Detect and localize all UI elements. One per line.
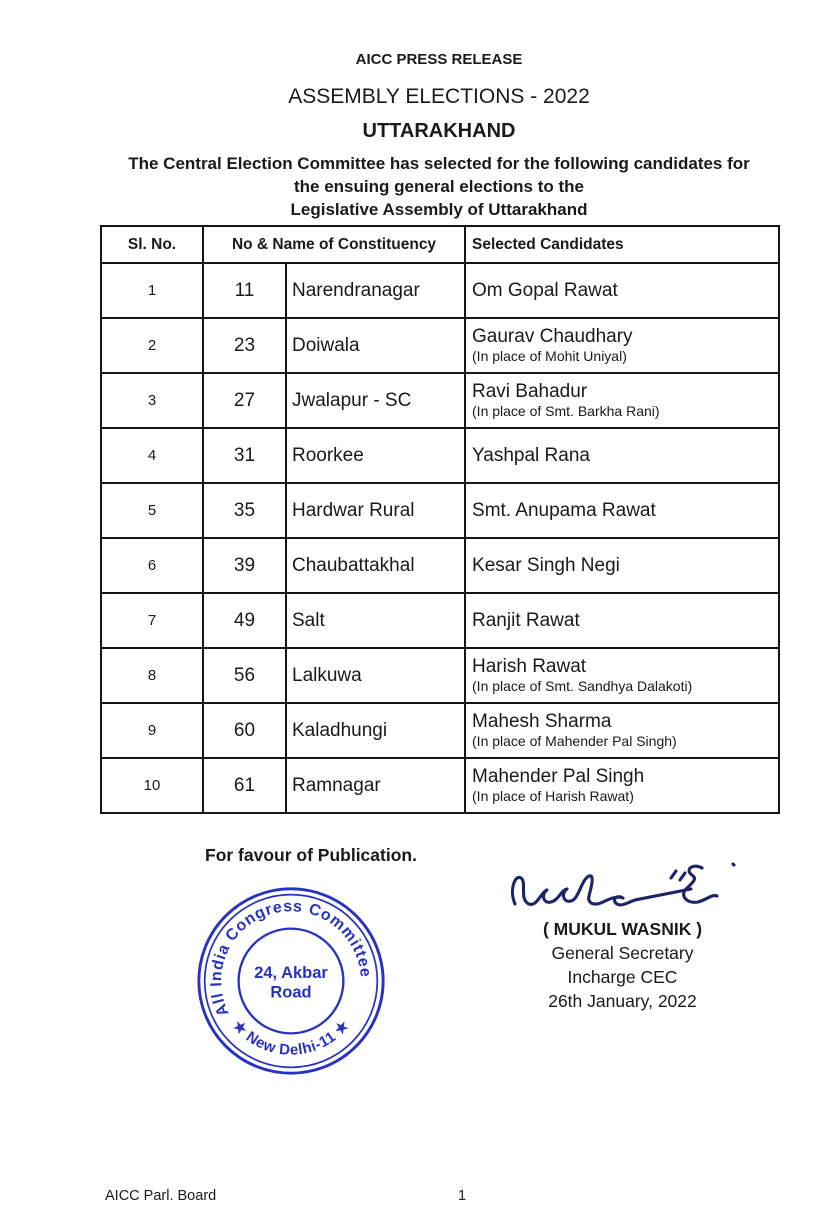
header-constituency: No & Name of Constituency — [203, 226, 465, 263]
candidates-table — [100, 225, 780, 814]
constituency-name-cell: Hardwar Rural — [286, 483, 465, 538]
candidate-cell — [465, 703, 779, 758]
intro-line-3: Legislative Assembly of Uttarakhand — [290, 200, 588, 219]
candidate-cell — [465, 758, 779, 813]
table-row — [101, 373, 779, 428]
page-title: ASSEMBLY ELECTIONS - 2022 — [288, 85, 590, 108]
candidate-cell — [465, 538, 779, 593]
constituency-no-cell: 39 — [203, 538, 286, 593]
table-row — [101, 428, 779, 483]
candidate-name: Ranjit Rawat — [472, 609, 580, 631]
candidate-name: Smt. Anupama Rawat — [472, 499, 656, 521]
table-row — [101, 483, 779, 538]
table-row — [101, 758, 779, 813]
signature-handwriting — [505, 858, 755, 922]
candidate-name: Mahesh Sharma — [472, 711, 612, 732]
header-sl-no: Sl. No. — [101, 226, 203, 263]
candidate-cell — [465, 318, 779, 373]
stamp-address-line-1: 24, Akbar — [254, 964, 328, 983]
candidate-cell — [465, 428, 779, 483]
constituency-no-cell: 61 — [203, 758, 286, 813]
constituency-no-cell: 23 — [203, 318, 286, 373]
stamp-ring-bottom-text: ★ New Delhi-11 ★ — [229, 1016, 353, 1059]
constituency-name-cell: Chaubattakhal — [286, 538, 465, 593]
congress-committee-stamp — [194, 884, 388, 1078]
constituency-name-cell: Lalkuwa — [286, 648, 465, 703]
candidate-name: Gaurav Chaudhary — [472, 326, 633, 347]
press-release-kicker: AICC PRESS RELEASE — [355, 51, 523, 68]
candidates-table-body — [101, 263, 779, 813]
candidate-name: Om Gopal Rawat — [472, 279, 618, 301]
signatory-role: Incharge CEC — [567, 967, 678, 987]
sl-no-cell: 10 — [101, 758, 203, 813]
sl-no-cell: 2 — [101, 318, 203, 373]
constituency-no-cell: 49 — [203, 593, 286, 648]
constituency-no-cell: 35 — [203, 483, 286, 538]
table-row — [101, 263, 779, 318]
candidate-replacement-note: (In place of Mahender Pal Singh) — [472, 733, 677, 749]
sl-no-cell: 4 — [101, 428, 203, 483]
intro-line-2: the ensuing general elections to the — [294, 177, 584, 196]
candidate-cell — [465, 483, 779, 538]
constituency-no-cell: 60 — [203, 703, 286, 758]
constituency-name-cell: Narendranagar — [286, 263, 465, 318]
signatory-block — [500, 917, 745, 1013]
table-row — [101, 593, 779, 648]
intro-paragraph — [50, 152, 828, 221]
sl-no-cell: 6 — [101, 538, 203, 593]
candidate-replacement-note: (In place of Smt. Barkha Rani) — [472, 403, 660, 419]
sl-no-cell: 3 — [101, 373, 203, 428]
table-header-row — [101, 226, 779, 263]
intro-line-1: The Central Election Committee has selected for the following candidates for — [128, 154, 750, 173]
candidate-name: Yashpal Rana — [472, 444, 590, 466]
constituency-name-cell: Ramnagar — [286, 758, 465, 813]
candidate-name: Mahender Pal Singh — [472, 766, 645, 787]
candidate-cell — [465, 373, 779, 428]
candidate-name: Harish Rawat — [472, 656, 587, 677]
table-row — [101, 538, 779, 593]
candidate-replacement-note: (In place of Mohit Uniyal) — [472, 348, 627, 364]
sl-no-cell: 7 — [101, 593, 203, 648]
table-row — [101, 703, 779, 758]
candidate-cell — [465, 648, 779, 703]
signatory-name: ( MUKUL WASNIK ) — [542, 919, 703, 939]
constituency-no-cell: 11 — [203, 263, 286, 318]
state-subtitle: UTTARAKHAND — [362, 120, 516, 142]
signatory-date: 26th January, 2022 — [548, 991, 697, 1011]
page-number: 1 — [458, 1188, 467, 1204]
table-row — [101, 318, 779, 373]
constituency-no-cell: 56 — [203, 648, 286, 703]
stamp-address-line-2: Road — [270, 983, 312, 1002]
candidate-name: Kesar Singh Negi — [472, 554, 620, 576]
sl-no-cell: 5 — [101, 483, 203, 538]
sl-no-cell: 1 — [101, 263, 203, 318]
constituency-name-cell: Roorkee — [286, 428, 465, 483]
candidate-cell — [465, 593, 779, 648]
constituency-no-cell: 31 — [203, 428, 286, 483]
constituency-name-cell: Doiwala — [286, 318, 465, 373]
candidate-cell — [465, 263, 779, 318]
constituency-name-cell: Kaladhungi — [286, 703, 465, 758]
candidate-name: Ravi Bahadur — [472, 381, 588, 402]
header-selected-candidates: Selected Candidates — [465, 226, 779, 263]
table-row — [101, 648, 779, 703]
candidate-replacement-note: (In place of Harish Rawat) — [472, 788, 634, 804]
constituency-no-cell: 27 — [203, 373, 286, 428]
constituency-name-cell: Salt — [286, 593, 465, 648]
stamp-ring-top-text: All India Congress Committee — [207, 898, 374, 1019]
publication-note: For favour of Publication. — [205, 845, 417, 865]
footer-source: AICC Parl. Board — [105, 1188, 217, 1204]
signatory-title: General Secretary — [551, 943, 694, 963]
constituency-name-cell: Jwalapur - SC — [286, 373, 465, 428]
sl-no-cell: 9 — [101, 703, 203, 758]
sl-no-cell: 8 — [101, 648, 203, 703]
candidate-replacement-note: (In place of Smt. Sandhya Dalakoti) — [472, 678, 693, 694]
